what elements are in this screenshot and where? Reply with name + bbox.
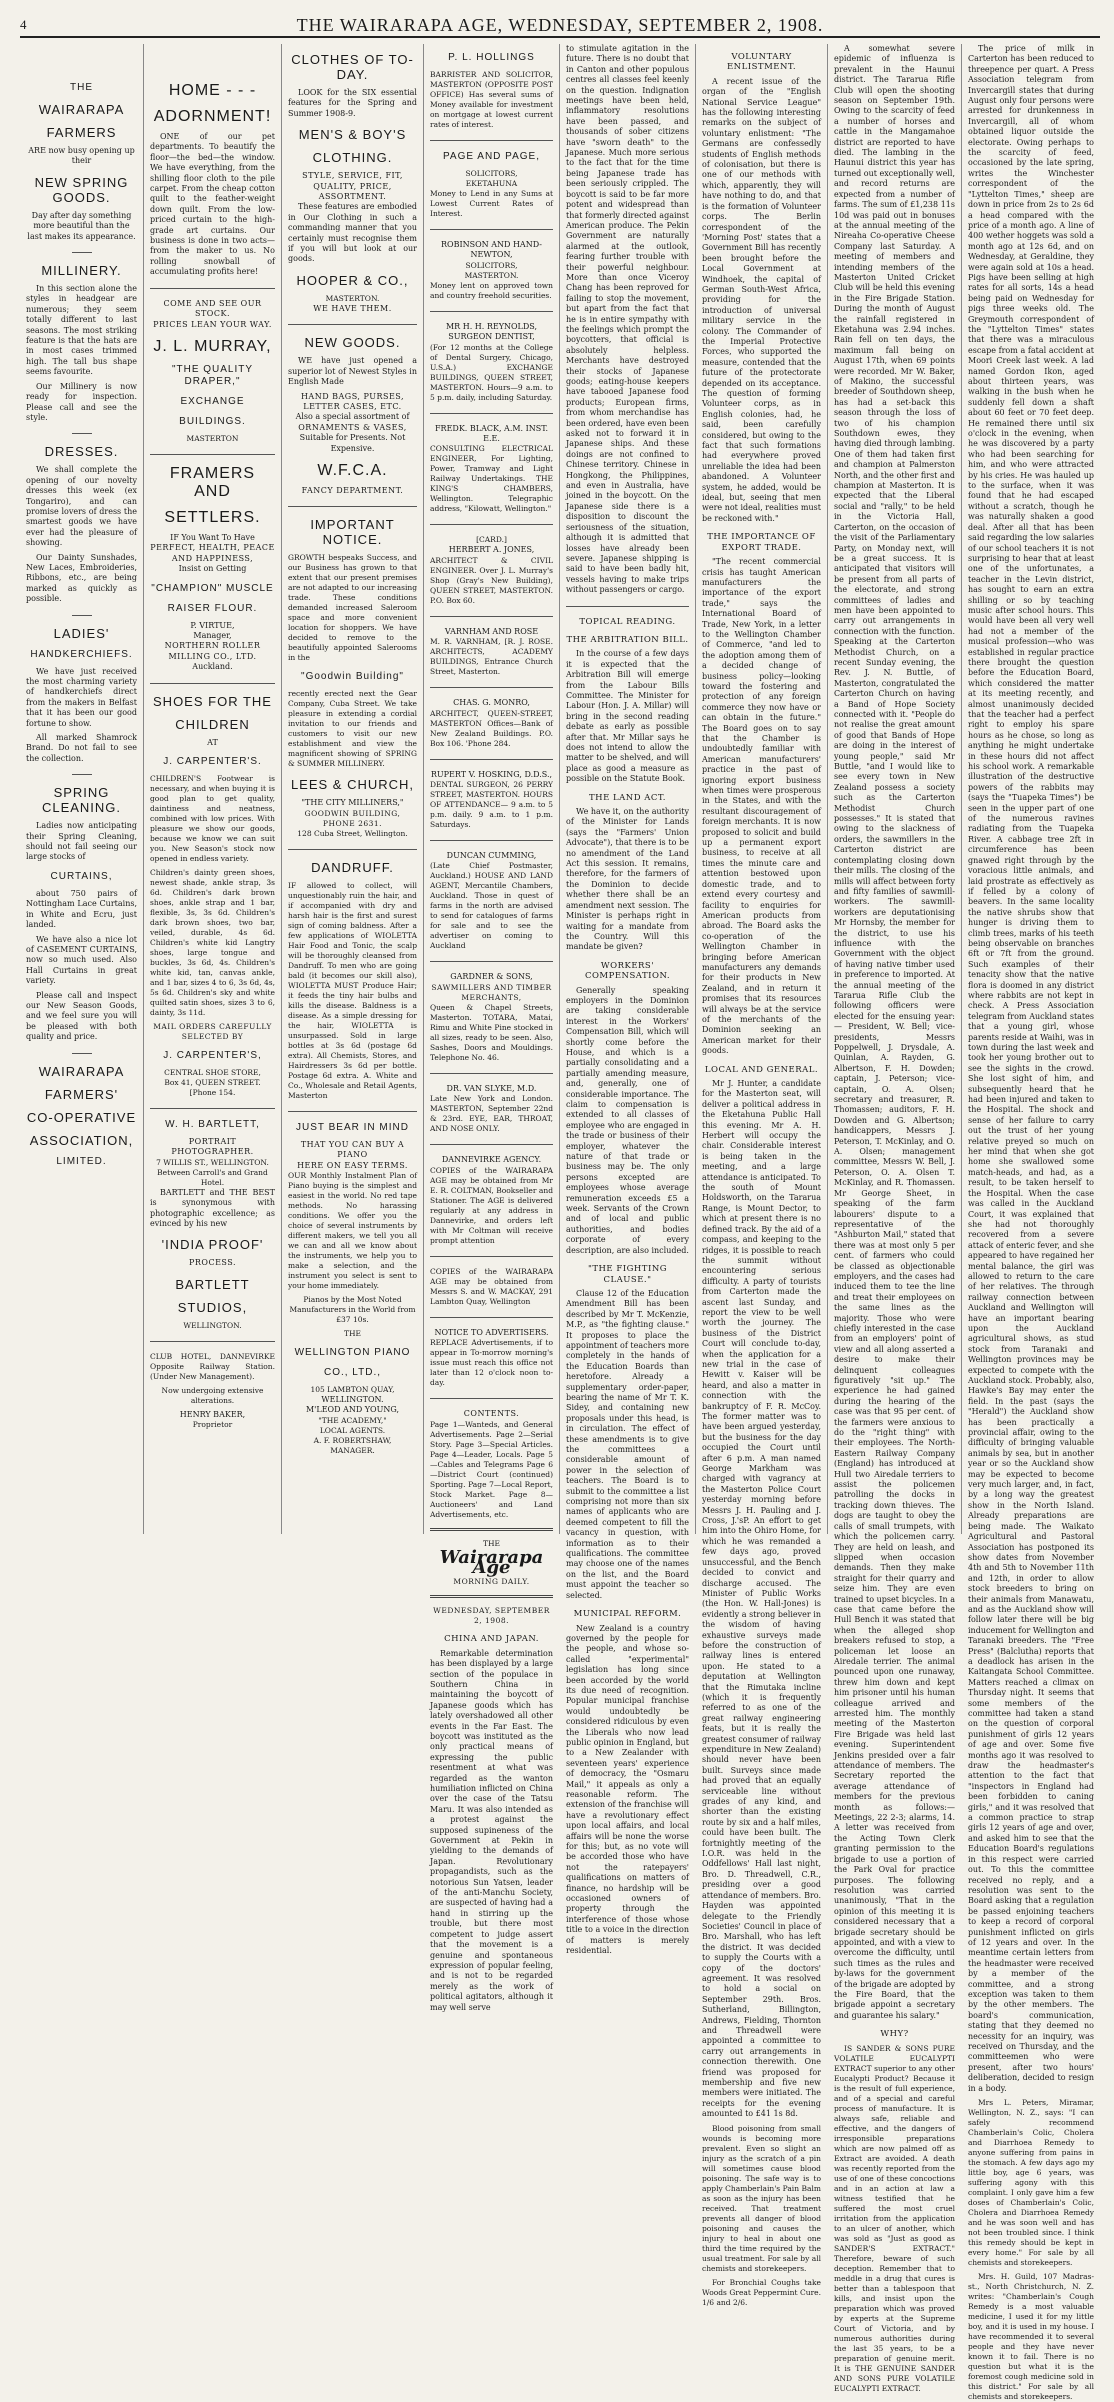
robertshaw-title: MANAGER. [330, 1445, 375, 1455]
bronchial-ad: For Bronchial Coughs take Woods Great Peppermint Cure. 1/6 and 2/6. [702, 2277, 821, 2307]
shoes-list: Children's dainty green shoes, newest shade, ankle strap, 3s 6d. Children's dark brown shoes, ankle strap and 1 bar, flexible, 3s, 3s 6d. Children's dark brown shoes, two bar, veiled, durable, 4s 6d. Children's white kid Langtry shoes, large tongue and buckles, 3s 6d, 4s. Children's white kid, tan, canvas ankle, and 1 bar, sizes 4 to 6, 3s 6d, 4s, 5s 6d. Children's sky and white quilted satin shoes, sizes 3 to 6, dainty, 3s 11d. [150, 867, 275, 1017]
varnham-text: M. R. VARNHAM, [R. J. ROSE. ARCHITECTS, ACADEMY BUILDINGS, Entrance Church Street, Masterton. [430, 637, 553, 677]
spring-text: Day after day something more beautiful than the last makes its appearance. [27, 210, 136, 241]
virtue-name: P. VIRTUE, [190, 620, 235, 630]
shoes-text: CHILDREN'S Footwear is necessary, and when buying it is good plan to get quality, daintiness and neatness, combined with low prices. With pleasure we show our goods, because we know we can suit you. New Season's stock now opened in endless variety. [150, 773, 275, 863]
footer-association: ASSOCIATION, [29, 1132, 134, 1148]
notice-text: REPLACE Advertisements, if to appear in To-morrow morning's issue must reach this office not later than 12 o'clock noon to-day. [430, 1338, 553, 1388]
dresses-text: We shall complete the opening of our novelty dresses this week (ex Tongariro), and can promise lovers of dress the smartest goods we have ever had the pleasure of showing. [26, 465, 137, 548]
city-milliners: "THE CITY MILLINERS," [301, 798, 404, 808]
blood-poisoning-ad: Blood poisoning from small wounds is becoming more prevalent. Even so slight an injury as the scratch of a pin will sometimes cause blood poisoning. The safe way is to apply Chamberlain's Pain Balm as soon as the injury has been received. That treatment prevents all danger of blood poisoning and causes the injury to heal in about one third the time required by the usual treatment. For sale by all chemists and storekeepers. [702, 2123, 821, 2273]
footer-farmers: FARMERS' [44, 1086, 119, 1102]
style-service-fit: STYLE, SERVICE, FIT, [302, 171, 403, 181]
varnham-name: VARNHAM AND ROSE [444, 626, 539, 636]
perfect-text: PERFECT, HEALTH, PEACE AND HAPPINESS, [150, 543, 275, 563]
carpenters-heading: J. CARPENTER'S. [163, 755, 262, 767]
vanslyke-name: DR. VAN SLYKE, M.D. [446, 1083, 537, 1093]
easy-terms: HERE ON EASY TERMS. [297, 1160, 408, 1170]
handkerchiefs-heading: HANDKERCHIEFS. [30, 648, 133, 660]
masthead [20, 14, 1100, 38]
voluntary-text: A recent issue of the organ of the "English National Service League" has the following interesting remarks on the subject of voluntary enlistment: "The Germans are confessedly students of English methods of colonisation, but there is one of our methods with which, apparently, they will have nothing to do, and that is the formation of Volunteer corps. The Berlin correspondent of the 'Morning Post' states that a Government Bill has recently been brought before the Local Government at Windhoek, the capital of German South-West Africa, providing for the introduction of universal military service in the colony. The Commander of the Imperial Protective Forces, who supported the measure, contended that the future of the protectorate depended on its acceptance. The question of forming Volunteer corps, as in English colonies, had, he said, been carefully considered, but owing to the fact that such formations had everywhere proved unreliable the idea had been abandoned. A Volunteer system, he added, would be ideal, but, seeing that men were not ideal, realities must be reckoned with." [702, 76, 821, 523]
footer-wairarapa: WAIRARAPA [38, 1063, 125, 1079]
bartlett-name: W. H. BARTLETT, [165, 1118, 260, 1130]
raiser-flour: RAISER FLOUR. [167, 602, 258, 614]
new-goods-text: WE have just opened a superior lot of Newest Styles in English Made [288, 356, 417, 387]
wfca-name: W.F.C.A. [317, 461, 388, 479]
millinery-text: In this section alone the styles in headgear are numerous; they seem totally different to last seasons. The most striking feature is that the hats are in most cases trimmed high. The tall bus shape seems favourite. [26, 284, 137, 377]
hooper-location: MASTERTON. [325, 293, 380, 303]
bartlett-text: BARTLETT and THE BEST is synonymous with photographic excellence; as evinced by his new [150, 1187, 275, 1228]
black-text: CONSULTING ELECTRICAL ENGINEER, For Lighting, Power, Tramway and Light Railway Undertakings. THE KING'S CHAMBERS, Wellington. Telegraphic address, "Kilowatt, Wellington." [430, 444, 553, 514]
importance-text: "The recent commercial crisis has taught American manufacturers the importance of the export trade," says the International Board of Trade, New York, in a letter to the Wellington Chamber of Commerce, "and led to the adoption among them of a decided change of business policy—looking toward the fostering and protection of any foreign commerce they now have or can obtain in the future." The Board goes on to say that the Chamber is undoubtedly familiar with American manufacturers' practice in the past of ignoring export business when times were prosperous in the States, and with the resultant discouragement of foreign merchants. It is now proposed to solicit and build up a permanent export business, to receive at all times the minute care and attention bestowed upon domestic trade, and to extend every courtesy and facility to enquiries for American products from abroad. The Board asks the co-operation of the Wellington Chamber in bringing before American manufacturers any demands for their products in New Zealand, and in return it promises that its resources will always be at the service of the merchants of the Dominion seeking an American market for their goods. [702, 557, 821, 1056]
editorial-date: WEDNESDAY, SEPTEMBER 2, 1908. [433, 1606, 550, 1626]
new-goods-heading: NEW GOODS. [304, 335, 401, 351]
quality-draper: "THE QUALITY DRAPER," [171, 363, 254, 387]
mens-heading: MEN'S & BOY'S [298, 127, 407, 143]
spring-cleaning-heading: SPRING CLEANING. [41, 785, 122, 816]
sawmillers-label: SAWMILLERS AND TIMBER MERCHANTS, [431, 982, 552, 1002]
we-have-them: WE HAVE THEM. [313, 303, 392, 313]
embodied-text: These features are embodied in Our Clothing in such a commanding manner that you certainly must recognise them if you will but look at our goods. [288, 202, 417, 264]
box-address: Box 41, QUEEN STREET. [Phone 154. [164, 1077, 261, 1097]
column-7-news [828, 44, 962, 2393]
cumming-text: (Late Chief Postmaster, Auckland.) HOUSE AND LAND AGENT, Mercantile Chambers, Auckland. Those in quest of farms in the north are advised to send for catalogues of farms for sale and to see the advertiser on coming to Auckland [430, 861, 553, 951]
fancy-dept: FANCY DEPARTMENT. [301, 485, 404, 495]
central-shoe-store: CENTRAL SHOE STORE, [164, 1067, 261, 1077]
virtue-title: Manager, [193, 630, 232, 640]
arbitration-text: In the course of a few days it is expected that the Arbitration Bill will emerge from the Labour Bills Committee. The Minister for Labour (Hon. J. A. Millar) will bring in the second reading debate as early as possible after that. Mr Millar says he does not intend to allow the matter to be shelved, and will place as good a measure as possible on the Statute Book. [566, 649, 689, 784]
workers-heading: WORKERS' COMPENSATION. [584, 960, 671, 982]
gardner-name: GARDNER & SONS, [450, 972, 533, 982]
contents-text: Page 1—Wanteds, and General Advertisements. Page 2—Serial Story. Page 3—Special Articles. Page 4—Leader, Locals. Page 5—Cables and Telegrams Page 6—District Court (continued) Sporting. Page 7—Local Report, Stock Market. Page 8—Auctioneers' and Land Advertisements, etc. [430, 1419, 553, 1519]
important-text-2: recently erected next the Gear Company, Cuba Street. We take pleasure in extending a cordial invitation to our friends and customers to visit our new establishment and view the magnificent showing of SPRING & SUMMER MILLINERY. [288, 689, 417, 769]
ad-farmers: FARMERS [46, 125, 117, 140]
wpc-co: CO., LTD., [323, 1366, 382, 1378]
wpc-name: WELLINGTON PIANO [294, 1346, 411, 1358]
masthead-the: THE [482, 1538, 501, 1548]
local-continued: A somewhat severe epidemic of influenza is prevalent in the Haunui district. The Tararua Rifle Club will open the shooting season on September 19th. Owing to the scarcity of feed a number of horses and cattle in the Mangamahoe district are reported to have died. The lambing in the Haunui district this year has turned out exceptionally well, and record returns are expected from a number of farms. The sum of £1,238 11s 10d was paid out in bonuses at the annual meeting of the Nireaha Co-operative Cheese Company last Saturday. A meeting of members and intending members of the Masterton United Cricket Club will be held this evening in the Fire Brigade Station. During the month of August the rainfall registered in Eketahuna was 2.94 inches. Rain fell on ten days, the maximum fall being on August 17th, when 69 points were recorded. Mr W. Baker, of Makino, the successful breeder of Southdown sheep, has had a set-back this season through the loss of two of his champion Southdown ewes, they having died through lambing. One of them had taken first and champion at Palmerston North, and the other first and champion at Masterton. It is expected that the Liberal social and "rally," to be held in the Victoria Hall, Carterton, on the occasion of the visit of the Parliamentary Party, on Monday next, will be a great success. It is anticipated that visitors will be present from all parts of the electorate, and strong committees of ladies and men have been appointed to carry out arrangements in connection with the function. Speaking at the Carterton Methodist Church, on a recent Sunday evening, the Rev. J. N. Buttle, of Masterton, congratulated the Carterton Church on having a Band of Hope Society connected with it. "People do not realise the great amount of good that Bands of Hope are doing in the interest of young people," said Mr Buttle, "and I would like to see every town in New Zealand possess a society such as the Carterton Methodist Church possesses." It is stated that owing to the slackness of orders, the sawmillers in the Carterton district are contemplating closing down their mills. The closing of the mills will affect between forty and fifty families of sawmill-workers. The sawmill-workers are deputationising Mr Hornsby, the member for the district, to use his influence with the Government with the object of having native timber used in preference to imported. At the annual meeting of the Tararua Rifle Club the following officers were elected for the ensuing year:— President, W. Bell; vice-presidents, Messrs Poppelwell, J. Drysdale, A. Quinlan, A. Rayden, G. Albertson, F. H. Dowden; captain, J. Peterson; vice-captain, O. A. Olsen; secretary and treasurer, R. Thomassen; auditors, F. H. Dowden and G. Albertson; handicappers, Messrs J. Peterson, T. McKinlay, and O. A. Olsen; management committee, Messrs W. Bell, J. Peterson, O. A. Olsen T. McKinlay, and R. Thomassen. Mr George Sheet, in speaking of the farm labourers' dispute to a representative of the "Ashburton Mail," stated that there was at most only 5 per cent. of farmers who could be classed as objectionable employers, and the cases had induced them to tee the line and treat their employees on the same lines as the majority. Those who were chiefly interested in the case from an employers' point of view and all along asserted a desire to make their delinquent colleagues figuratively "sit up." The experience he had gained during the hearing of the case was that 95 per cent. of the farmers were anxious to do the "right thing" with their employees. The North-Eastern Railway Company (England) has introduced at Hull two Airedale terriers to assist the policemen patrolling the docks in tracking down thieves. The dogs are taught to obey the calls of small trumpets, with which the policemen carry. They are held on leash, and slipped when occasion demands. Then they make straight for their quarry and seize him. They are even trained to upset bicycles. In a case that came before the Hull Bench it was stated that when the alleged shop breakers refused to stop, a policeman let loose an Airedale terrier. The animal pounced upon one runaway, threw him down and kept him prisoner until his human colleague arrived and arrested him. The monthly meeting of the Masterton Fire Brigade was held last evening. Superintendent Jenkins presided over a fair attendance of members. The Secretary reported the average attendance of members for the previous month as follows:— Meetings, 22 2-3; alarms, 14. A letter was received from the Acting Town Clerk granting permission to the brigade to use a portion of the Park Oval for practice purposes. The following resolution was carried unanimously, "That in the opinion of this meeting it is considered necessary that a brigade secretary should be appointed, and with a view to overcome the difficulty, until such times as the rules and by-laws for the government of the brigade are adopted by the Fire Board, that the brigade appoint a secretary and guarantee his salary." [834, 44, 955, 2020]
fighting-heading: "THE FIGHTING CLAUSE." [587, 1264, 668, 1285]
look-text: LOOK for the SIX essential features for the Spring and Summer 1908-9. [288, 88, 417, 118]
dannevirke-agency: DANNEVIRKE AGENCY. [441, 1155, 542, 1165]
jones-text: ARCHITECT & CIVIL ENGINEER. Over J. L. Murray's Shop (Gray's New Building), QUEEN STREET, MASTERTON. P.O. Box 60. [430, 555, 553, 605]
shamrock-text: All marked Shamrock Brand. Do not fail to see the collection. [26, 733, 137, 763]
morning-daily: MORNING DAILY. [453, 1577, 530, 1587]
home-heading: HOME - - - [168, 82, 257, 99]
also-text: Also a special assortment of [295, 412, 410, 422]
wpc-wellington: WELLINGTON. [321, 1394, 384, 1404]
carpenters-name: J. CARPENTER'S, [163, 1049, 262, 1061]
masthead-title: THE WAIRARAPA AGE, WEDNESDAY, SEPTEMBER 2, 1908. [296, 15, 824, 35]
robinson-solicitors: SOLICITORS, [465, 260, 518, 270]
ad-the: THE [70, 82, 93, 93]
local-agents: LOCAL AGENTS. [319, 1425, 386, 1435]
bartlett-studios-1: BARTLETT [175, 1276, 250, 1292]
contents-heading: CONTENTS. [463, 1409, 520, 1419]
municipal-heading: MUNICIPAL REFORM. [573, 1609, 682, 1620]
column-4-cards-editorial [424, 44, 560, 2012]
curtains-text: about 750 pairs of Nottingham Lace Curtains, in White and Ecru, just landed. [26, 888, 137, 930]
shoes-heading: SHOES FOR THE [153, 693, 272, 709]
paper-title: Wairarapa Age [439, 1546, 544, 1578]
chamberlain-cough-ad: Mrs. H. Guild, 107 Madras-st., North Christchurch, N. Z. writes: "Chamberlain's Cough Remedy is a most valuable medicine, I used it for my little boy, and it is used in my house. I have recommended it to several people and they have never known it to fail. There is no question but what it is the foremost cough medicine sold in this district." For sale by all chemists and storekeepers. [968, 2272, 1094, 2402]
wpc-address: 105 LAMBTON QUAY, [310, 1384, 395, 1394]
process-label: PROCESS. [188, 1258, 236, 1268]
buy-piano: THAT YOU CAN BUY A PIANO [300, 1139, 405, 1160]
handkerchiefs-text: We have just received the most charming variety of handkerchiefs direct from the makers in Belfast that it has been our good fortune to show. [26, 666, 137, 728]
clothes-heading: CLOTHES OF TO-DAY. [291, 52, 414, 82]
ad-wairarapa: WAIRARAPA [38, 102, 125, 117]
reynolds-name: MR H. H. REYNOLDS, SURGEON DENTIST, [445, 321, 538, 342]
card-label: [CARD.] [476, 535, 507, 545]
mail-orders: MAIL ORDERS CAREFULLY SELECTED BY [153, 1021, 272, 1041]
between-text: Between Carroll's and Grand Hotel. [157, 1167, 268, 1187]
local-text: Mr J. Hunter, a candidate for the Masterton seat, will deliver a political address in the Eketahuna Public Hall this evening. Mr A. H. Herbert will occupy the chair. Considerable interest is being taken in the meeting, and a large attendance is anticipated. To the south of Mount Holdsworth, on the Tararua Range, is Mount Dector, to which at present there is no defined track. By the aid of a compass, and keeping to the ridges, it is possible to reach the summit without encountering serious difficulty. A party of tourists from Carterton made the ascent last Sunday, and report the view to be well worth the journey. The business of the District Court will conclude to-day, when the application for a new trial in the case of Hewitt v. Kaiser will be heard, and also a matter in connection with the bankruptcy of F. R. McCoy. The former matter was to have been argued yesterday, but the business for the day occupied the Court until after 6 p.m. A man named George Markham was charged with vagrancy at the Masterton Police Court yesterday morning before Messrs J. H. Pauling and J. Cross, J.'sP. An effort to get him into the Ohiro Home, for which he was remanded a few days ago, proved unsuccessful, and the Bench decided to convict and discharge accused. The Minister of Public Works (the Hon. W. Hall-Jones) is evidently a strong believer in the wisdom of having exhaustive surveys made before the construction of railway lines is entered upon. He stated to a deputation at Wellington that the Rimutaka incline (which it is frequently referred to as one of the great railway engineering feats, but it is really the greatest consumer of railway expenditure in New Zealand) should never have been built. Surveys since made had proved that an equally serviceable line without grades of any kind, and shorter than the existing route by six and a half miles, could have been built. The fortnightly meeting of the I.O.R. was held in the Oddfellows' Hall last night, Bro. D. Threadwell, C.R., presiding over a good attendance of members. Bro. Hayden was appointed delegate to the Friendly Societies' Council in place of Bro. Marshall, who has left the district. It was decided to supply the Courts with a copy of the doctors' agreement. It was resolved to hold a social on September 29th. Bros. Sutherland, Billington, Andrews, Fielding, Thornton and Threadwell were appointed a committee to carry out arrangements in connection therewith. One friend was proposed for membership and five new members were initiated. The receipts for the evening amounted to £41 1s 8d. [702, 1079, 821, 2119]
prices-lean: PRICES LEAN YOUR WAY. [153, 319, 272, 329]
page-and-page: PAGE AND PAGE, [443, 151, 540, 162]
casement-text: We have also a nice lot of CASEMENT CURTAINS, now so much used. Also Hall Curtains in great variety. [26, 934, 137, 986]
arbitration-heading: THE ARBITRATION BILL. [566, 634, 689, 645]
curtains-heading: CURTAINS, [50, 870, 113, 882]
column-5-editorial [560, 44, 696, 1956]
page-eketahuna: EKETAHUNA [465, 179, 518, 188]
quality-price: QUALITY, PRICE, ASSORTMENT. [313, 181, 392, 202]
insist-text: Insist on Getting [178, 564, 247, 574]
piano-text: OUR Monthly Instalment Plan of Piano buying is the simplest and easiest in the world. No red tape methods. No harassing conditions. We offer you the choice of several instruments by different makers, we tell you all we can and all we know about the instruments, we help you to make a selection, and the instrument you select is sent to your home immediately. [288, 1170, 417, 1290]
millinery-ready: Our Millinery is now ready for inspection. Please call and see the style. [26, 381, 137, 422]
topical-heading: TOPICAL READING. [579, 616, 676, 627]
come-see-stock: COME AND SEE OUR STOCK. [163, 298, 262, 319]
china-japan-heading: CHINA AND JAPAN. [444, 1634, 539, 1645]
children-heading: CHILDREN [175, 716, 250, 732]
cumming-name: DUNCAN CUMMING, [446, 851, 537, 861]
monro-name: CHAS. G. MONRO, [453, 698, 530, 708]
pianos-price: Pianos by the Most Noted Manufacturers in the World from £37 10s. [289, 1294, 416, 1324]
dresses-heading: DRESSES. [44, 444, 119, 460]
monro-text: ARCHITECT, QUEEN-STREET, MASTERTON Offices—Bank of New Zealand Buildings. P.O. Box 106. 'Phone 284. [430, 708, 553, 748]
jones-name: HERBERT A. JONES, [448, 545, 535, 555]
academy-label: "THE ACADEMY," [318, 1415, 387, 1425]
fighting-text: Clause 12 of the Education Amendment Bill has been described by Mr T. McKenzie, M.P., as "the fighting clause." It proposes to place the appointment of teachers more completely in the hands of the Education Boards than heretofore. Already a supplementary order-paper, bearing the name of Mr T. K. Sidey, and containing new proposals under this head, is in circulation. The effect of these amendments is to give the committees a considerable amount of power in the selection of teachers. The Board is to submit to the committee a list comprising not more than six names of applicants who are deemed competent to fill the vacancy in question, with information as to their qualifications. The committee may choose one of the names on the list, and the Board must appoint the teacher so selected. [566, 1288, 689, 1600]
page-text: Money to Lend in any Sums at Lowest Current Rates of Interest. [430, 189, 553, 218]
dandruff-text: IF allowed to collect, will unquestionably ruin the hair, and if accompanied with dry and harsh hair is the first and surest sign of coming baldness. After a few applications of WIOLETTA Hair Food and Tonic, the scalp will be thoroughly cleansed from Dandruff. To men who are going bald (it becomes our skill also), WIOLETTA MUST Produce Hair; it feeds the tiny hair bulbs and kills the disease. Baldness is a disease. As a simple dressing for the hair, WIOLETTA is unsurpassed. Sold in large bottles at 3s 6d (postage 6d extra). All Chemists, Stores, and Hairdressers 3s 6d per bottle. Postage 6d extra. A. White and Co., Wholesale and Retail Agents, Masterton [288, 880, 417, 1100]
roller-milling: NORTHERN ROLLER MILLING CO., LTD. [164, 641, 261, 661]
sunshades-text: Our Dainty Sunshades, New Laces, Embroideries, Ribbons, etc., are being marked as quickly as possible. [26, 552, 137, 604]
portrait-photographer: PORTRAIT PHOTOGRAPHER. [171, 1136, 254, 1157]
municipal-text: New Zealand is a country governed by the people for the people, and whose so-called "experimental" legislation has long since been accorded by the world its due need of recognition. Popular municipal franchise would undoubtedly be considered ridiculous by even the Liberals who now lead public opinion in England, but to a New Zealander with seventeen years' experience of democracy, the "Osmaru Mail," it appeals as only a reasonable reform. The extension of the franchise will have a revolutionary effect upon local affairs, and local affairs will be none the worse for this; but, as no vote will be accorded those who have not the ratepayers' qualifications on matters of finance, no hardship will be occasioned owners of property through the interference of those whose title to a voice in the direction of matters is merely residential. [566, 1623, 689, 1956]
bear-in-mind: JUST BEAR IN MIND [296, 1121, 409, 1133]
mleod-young: M'LEOD AND YOUNG, [305, 1405, 400, 1415]
ornaments-text: ORNAMENTS & VASES, [298, 422, 407, 432]
baker-title: Proprietor [192, 1420, 233, 1430]
at-label: AT [207, 737, 218, 747]
adornment-heading: ADORNMENT! [153, 108, 272, 125]
goodwin-phone: GOODWIN BUILDING, PHONE 2631. [304, 808, 401, 828]
workers-text: Generally speaking employers in the Dominion are taking considerable interest in the Workers' Compensation Bill, which will shortly come before the House, and which is a partially consolidating and a partially amending measure, and, generally, one of considerable importance. The claim to compensation is extended to all classes of employee who are engaged in the trade or business of their employer, whatever the nature of that trade or business may be. The only persons excepted are employees whose average remuneration exceeds £5 a week. Servants of the Crown and of local and public authorities, and bodies corporate of every description, are also included. [566, 985, 689, 1255]
want-text: IF You Want To Have [170, 532, 255, 542]
column-6-news [696, 44, 828, 2307]
page-number: 4 [20, 17, 28, 32]
dandruff-heading: DANDRUFF. [311, 859, 394, 875]
china-text: Remarkable determination has been displayed by a large section of the populace in Southern China in maintaining the boycott of Japanese goods which has lately overshadowed all other events in the Far East. The boycott was instituted as the only practical means of expressing the public resentment at what was regarded as the wanton humiliation inflicted on China over the case of the Tatsu Maru. It was also intended as a protest against the supposed supineness of the Government at Pekin in yielding to the demands of Japan. Revolutionary propagandists, such as the notorious Sun Yatsen, leader of the anti-Manchu Society, are suspected of having had a hand in stirring up the trouble, but there most competent to judge assert that the movement is a genuine and spontaneous expression of popular feeling, and is not to be regarded merely as the work of political agitators, although it may well serve [430, 1648, 553, 2012]
lees-church: LEES & CHURCH, [290, 777, 415, 793]
page-solicitors: SOLICITORS, [465, 169, 518, 178]
voluntary-heading: VOLUNTARY ENLISTMENT. [726, 52, 797, 73]
spring-cleaning-text: Ladies now anticipating their Spring Cleaning, should not fail seeing our large stocks of [26, 821, 137, 862]
local-general-heading: LOCAL AND GENERAL. [704, 1064, 819, 1075]
ladies-heading: LADIES' [53, 625, 110, 641]
vanslyke-text: Late New York and London. MASTERTON, September 22nd & 23rd. EYE, EAR, THROAT, AND NOSE ONLY. [430, 1094, 553, 1134]
notice-advertisers: NOTICE TO ADVERTISERS. [434, 1327, 549, 1337]
importance-heading: THE IMPORTANCE OF EXPORT TRADE. [707, 532, 816, 553]
club-hotel: CLUB HOTEL, DANNEVIRKE Opposite Railway Station. (Under New Management). [150, 1351, 275, 1381]
hand-bags: HAND BAGS, PURSES, LETTER CASES, ETC. [300, 391, 405, 411]
suitable-text: Suitable for Presents. Not Expensive. [299, 433, 406, 453]
champion-text: "CHAMPION" MUSCLE [151, 582, 274, 594]
column-8-news [962, 44, 1100, 2402]
millinery-heading: MILLINERY. [41, 263, 122, 279]
bartlett-wellington: WELLINGTON. [183, 1320, 242, 1330]
murray-location: MASTERTON [186, 433, 239, 443]
framers-heading: FRAMERS AND [169, 464, 256, 500]
willis-address: 7 WILLIS ST., WELLINGTON. [156, 1157, 269, 1167]
hosking-text: DENTAL SURGEON, 26 PERRY STREET, MASTERTON. HOURS OF ATTENDANCE— 9 a.m. to 5 p.m. daily. 9 a.m. to 1 p.m. Saturdays. [430, 780, 553, 830]
copies-text: COPIES of the WAIRARAPA AGE may be obtained from Messrs S. and W. MACKAY, 291 Lambton Quay, Wellington [430, 1266, 553, 1306]
black-name: FREDK. BLACK, A.M. INST. E.E. [435, 423, 548, 444]
important-notice-heading: IMPORTANT NOTICE. [310, 517, 395, 548]
robinson-location: MASTERTON. [464, 270, 519, 280]
land-heading: THE LAND ACT. [589, 792, 666, 803]
gardner-text: Queen & Chapel Streets, Masterton. TOTARA, Matai, Rimu and White Pine stocked in all sizes, ready to be seen. Also, Sashes, Doors and Mouldings. Telephone No. 46. [430, 1002, 553, 1062]
home-text: ONE of our pet departments. To beautify the floor—the bed—the window. We have everything, from the shilling floor cloth to the pile carpet. From the cheap cotton quilt to the feather-weight down quilt. From the low-priced curtain to the high-grade art curtains. Our business is done in two acts—from the maker to us. No rolling snowball of accumulating profits here! [150, 132, 275, 277]
farmers-intro: ARE now busy opening up their [28, 146, 135, 166]
important-text: GROWTH bespeaks Success, and our Business has grown to that extent that our present premises are not adapted to our increasing trade. These conditions demanded increased Saleroom space and more convenient location for shoppers. We have decided to remove to the beautifully appointed Salerooms in the [288, 553, 417, 663]
news-continued: The price of milk in Carterton has been reduced to threepence per quart. A Press Association telegram from Invercargill states that during August only four persons were arrested for drunkenness in Invercargill, all of whom obtained liquor outside the electorate. Owing perhaps to the scarcity of feed, occasioned by the late spring, writes the Winchester correspondent of the "Lyttelton Times," sheep are down in price from 2s to 2s 6d a head compared with the price of a month ago. A line of 400 wether hoggets was sold a month ago at 12s 6d, and on Wednesday, at Geraldine, they were again sold at 10s a head. Pigs have been selling at high rates for all sorts, 14s a head being paid on Wednesday for pigs three weeks old. The Greymouth correspondent of the "Lyttelton Times" states that there was a miraculous escape from a fatal accident at Moori Creek last week. A lad named Gordon Ikon, aged about thirteen years, was walking in the bush when he suddenly fell down a shaft about 60 feet or 70 feet deep. He remained there until six o'clock in the evening, when he was discovered by a party who had been searching for him, and who were attracted by his cries. He was hauled up to the surface, when it was found that he had escaped without a scratch, though he was naturally shaken a good deal. After all that has been said regarding the low salaries of our school teachers it is not surprising to hear that at least one of the unfortunates, a teacher in the Levin district, has sought to earn an extra shilling or so by teaching music after school hours. This would have been all very well had not a member of the musical profession—who was established in regular practice there brought the question before the Education Board, which considered the matter at its meeting recently, and almost unanimously decided that the teacher had a perfect right to employ his spare hours as he chose, so long as anything he might undertake in these hours did not affect his school work. A remarkable illustration of the destructive powers of the rabbits may (says the "Tuapeka Times") be seen in the upper part of one of the numerous ravines radiating from the Tuapeka River. A cabbage tree 2ft in circumference has been gnawed right through by the voracious little animals, and laid prostrate as effectively as if felled by a colony of beavers. In the same locality the native shrubs show that hunger is driving them to climb trees, marks of his teeth being observable on branches 6ft or 7ft from the ground. Such examples of their tenacity show that the native flora is doomed in any district where rabbits are not kept in check. A Press Association telegram from Auckland states that a young girl, whose parents reside at Waihi, was in town during the last week and took her young brother out to see the sights in the crowd. She lost sight of him, and subsequently heard that he had been injured and taken to the Hospital. The shock and sense of her failure to carry out the trust of her young relative preyed so much on her mind that when she got home she swallowed some match-heads, and had, as a result, to be taken herself to the Hospital. When the case was called in the Auckland Court, it was explained that she had not thoroughly recovered from a severe attack of enteric fever, and she appeared to have regained her mental balance, the girl was allowed to return to the care of her relatives. The through railway connection between Auckland and Wellington will have an important bearing upon the Auckland agricultural shows, as stud stock from Taranaki and Wellington provinces may be expected to compete with the Auckland stock. Probably, also, Hawke's Bay may enter the field. In the past (says the "Herald") the Auckland show has been practically a provincial affair, owing to the difficulty of bringing valuable animals by sea, but in another year or so the Auckland show may be expected to become very much larger, and, in fact, by a long way the greatest show in the North Island. Already preparations are being made. The Waikato Agricultural and Pastoral Association has postponed its show dates from November 4th and 5th to November 11th and 12th, in order to allow stock breeders to bring on their animals from Manawatu, and as the Auckland show will follow later there will be big inducement for Wellington and Taranaki breeders. The "Free Press" (Balclutha) reports that a deadlock has arisen in the Kaitangata School Committee. Matters reached a climax on Thursday night. It seems that some members of the committee had taken a stand on the question of corporal punishment of girls 12 years of age and over. Some five months ago it was resolved to draw the headmaster's attention to the fact that "inspectors in England had been forbidden to caning girls," and it was resolved that a common practice to strap girls 12 years of age and over, and asked him to see that the Education Board's regulations in this respect were carried out. To this the committee received no reply, and a resolution was sent to the Board asking that a regulation be passed enjoining teachers to keep a record of corporal punishment inflicted on girls of 12 years and over. In the meantime certain letters from the headmaster were received by a member of the committee, and a strong exception was taken to them by the other members. The board's communication, stating that they deemed no necessity for an inquiry, was received on Thursday, and the committeemen who were present, after two hours' deliberation, decided to resign in a body. [968, 44, 1094, 2093]
clothing-heading: CLOTHING. [312, 150, 393, 166]
column-1-farmers-ad [20, 44, 144, 1534]
reynolds-text: (For 12 months at the College of Dental Surgery, Chicago, U.S.A.) EXCHANGE BUILDINGS, QUEEN STREET, MASTERTON. Hours—9 a.m. to 5 p.m. daily, including Saturday. [430, 342, 553, 402]
hollings-name: P. L. HOLLINGS [448, 52, 535, 63]
sander-ad: IS SANDER & SONS PURE VOLATILE EUCALYPTI EXTRACT superior to any other Eucalypti Product? Because it is the result of full experience, and of a special and careful process of manufacture. It is always safe, reliable and effective, and the dangers of irresponsible preparations which are now palmed off as Extract are avoided. A death was recently reported from the use of one of these concoctions and in an action at law a witness testified that he suffered the most cruel irritation from the application to an ulcer of another, which was sold as "Just as good as SANDER'S EXTRACT." Therefore, beware of such deception. Remember that to meddle in a drug that cures is better than a tablespoon that kills, and insist upon the preparation which was proved by experts at the Supreme Court of Victoria, and by numerous authorities during the last 35 years, to be a preparation of genuine merit. It is THE GENUINE SANDER AND SONS PURE VOLATILE EUCALYPTI EXTRACT. [834, 2043, 955, 2393]
murray-name: J. L. MURRAY, [153, 337, 272, 355]
buildings-label: BUILDINGS. [179, 415, 246, 427]
footer-cooperative: CO-OPERATIVE [26, 1109, 137, 1125]
roller-auckland: Auckland. [192, 662, 233, 672]
chamberlain-colic-ad: Mrs L. Peters, Miramar, Wellington, N. Z., says: "I can safely recommend Chamberlain's Colic, Cholera and Diarrhoea Remedy to anyone suffering from pains in the stomach. A few days ago my little boy, age 6 years, was suffering agony with this complaint. I only gave him a few doses of Chamberlain's Colic, Cholera and Diarrhoea Remedy and he was soon well and has not been troubled since. I think this remedy should be kept in every home." For sale by all chemists and storekeepers. [968, 2098, 1094, 2268]
robertshaw-name: A. F. ROBERTSHAW, [313, 1435, 392, 1445]
why-heading: WHY? [880, 2029, 909, 2040]
cuba-address: 128 Cuba Street, Wellington. [297, 828, 408, 838]
robinson-name: ROBINSON AND HAND-NEWTON, [441, 240, 542, 260]
settlers-heading: SETTLERS. [164, 508, 261, 526]
goodwin-building: "Goodwin Building" [301, 671, 404, 683]
hosking-name: RUPERT V. HOSKING, D.D.S., [430, 769, 553, 779]
new-spring-goods-heading: NEW SPRING GOODS. [34, 174, 129, 205]
please-text: Please call and inspect our New Season Goods, and we feel sure you will be pleased with both quality and price. [26, 990, 137, 1042]
baker-name: HENRY BAKER, [179, 1409, 246, 1419]
club-text: Now undergoing extensive alterations. [161, 1385, 264, 1405]
hollings-text: BARRISTER AND SOLICITOR, MASTERTON (OPPOSITE POST OFFICE) Has several sums of Money available for investment on mortgage at lowest current rates of interest. [430, 70, 553, 129]
footer-limited: LIMITED. [56, 1155, 107, 1167]
column-3-ads [282, 44, 424, 1534]
wpc-the: THE [343, 1328, 362, 1338]
land-text: We have it, on the authority of the Minister for Lands (says the "Farmers' Union Advocate"), that there is to be no amendment of the Land Act this session. It remains, therefore, for the farmers of the Dominion to decide whether there shall be an amendment next session. The Minister is perhaps right in waiting for a mandate from the Country. Will this mandate be given? [566, 807, 689, 952]
bartlett-studios-2: STUDIOS, [177, 1299, 248, 1315]
china-continued: to stimulate agitation in the future. There is no doubt that in Canton and other populous centres all classes feel keenly on the question. Indignation meetings have been held, inflammatory resolutions have been passed, and thousands of sober citizens have "sworn death" to the Japanese. Much more serious to the fact that for the time being Japanese trade has been seriously crippled. The boycott is said to be far more potent and widespread than that formerly directed against American produce. The Pekin Government are naturally alarmed at the outlook, fearing further trouble with their powerful neighbour. More than once Viceroy Chang has been reproved for failing to stop the movement, but apart from the fact that he is in entire sympathy with the feelings which prompt the boycotters, that official is absolutely helpless. Merchants have destroyed their stocks of Japanese goods; eating-house keepers have tabooed Japanese food products; European firms, from whom merchandise has been ordered, have even been asked not to forward it in Japanese ships. And these doings are not confined to Chinese territory. Chinese in Hongkong, the Philippines, and even in Australia, have joined in the boycott. On the Japanese side there is a disposition to discount the seriousness of the situation, although it is admitted that losses have already been severe. Japanese shipping is said to have been badly hit, vessels having to make trips without passengers or cargo. [566, 44, 689, 595]
dannevirke-text: COPIES of the WAIRARAPA AGE may be obtained from Mr E. R. COLTMAN, Bookseller and Stationer. The AGE is delivered regularly at any address in Dannevirke, and orders left with Mr Coltman will receive prompt attention [430, 1165, 553, 1245]
hooper-name: HOOPER & CO., [296, 272, 409, 288]
india-proof: 'INDIA PROOF' [161, 1237, 264, 1253]
exchange-label: EXCHANGE [180, 395, 245, 407]
robinson-text: Money lent on approved town and country freehold securities. [430, 280, 553, 300]
column-2-ads [144, 44, 282, 1534]
